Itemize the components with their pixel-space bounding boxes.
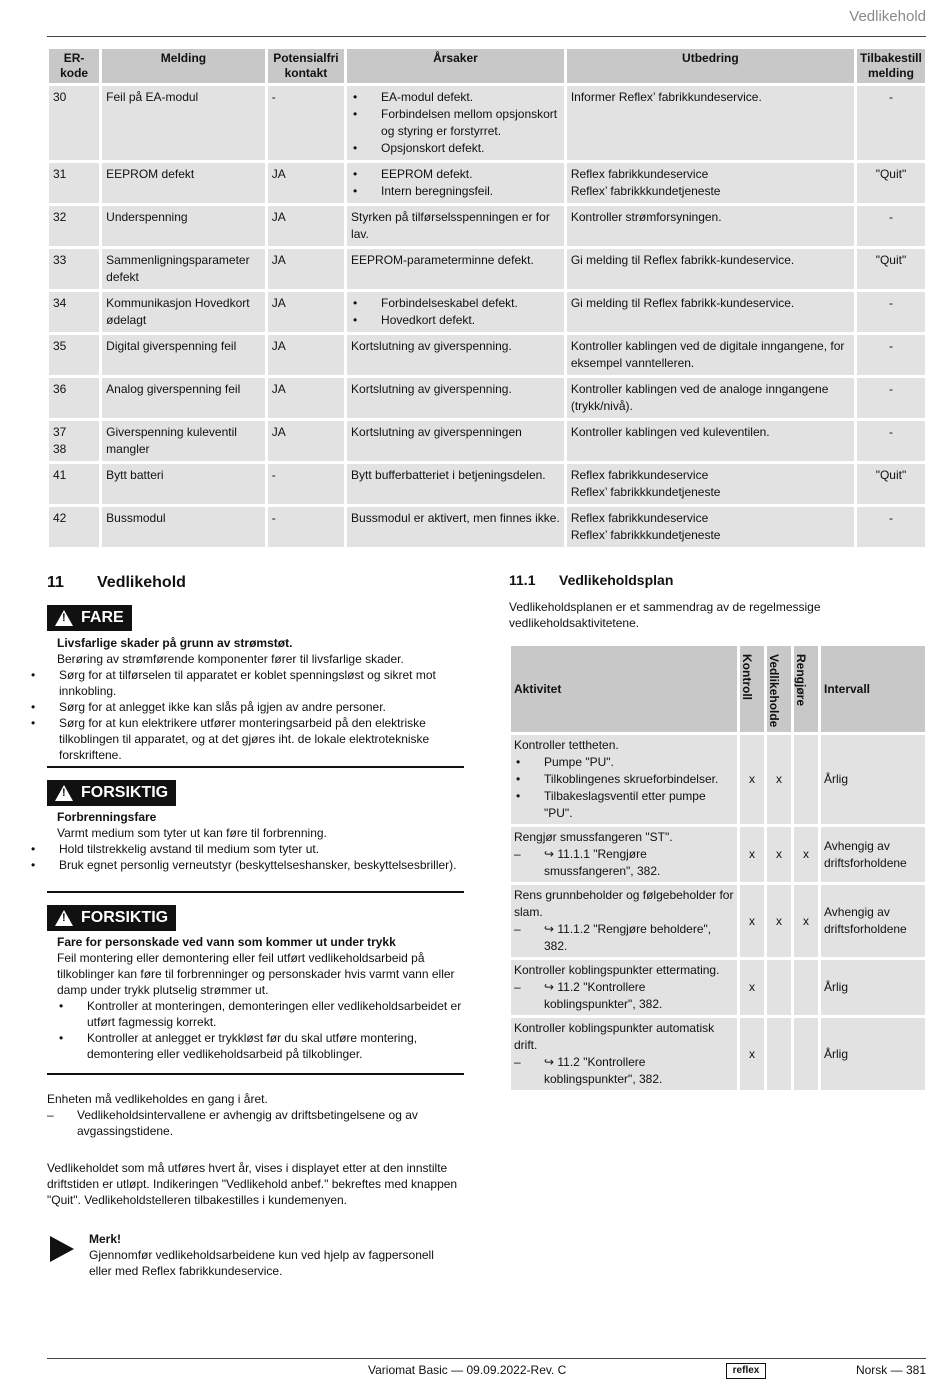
mark-cell: x: [767, 885, 791, 957]
reference-link[interactable]: [514, 921, 734, 955]
section-number: 11: [47, 574, 64, 591]
fix-cell: [567, 86, 854, 160]
col-header-clean: [794, 646, 818, 732]
contact-cell: JA: [268, 206, 344, 246]
activity-cell: [511, 1018, 737, 1090]
text-line: 34: [53, 296, 67, 310]
maintenance-plan-table: [508, 643, 928, 1093]
mark-cell: x: [740, 885, 764, 957]
table-row: [49, 421, 925, 461]
error-code-table: [46, 46, 928, 550]
reset-cell: "Quit": [857, 464, 925, 504]
warning-pressure-block: [57, 934, 462, 1062]
text-line: Kontroller kablingen ved kuleventilen.: [570, 425, 770, 439]
note-title: Merk!: [89, 1232, 122, 1246]
message-cell: Feil på EA-modul: [102, 86, 265, 160]
col-header-message: Melding: [102, 49, 265, 83]
cause-text: EEPROM-parameterminne defekt.: [351, 253, 534, 267]
table-row: [511, 960, 925, 1015]
cross-ref-icon: ↪: [544, 922, 558, 936]
mark-cell: x: [767, 827, 791, 882]
contact-cell: -: [268, 86, 344, 160]
text-line: Reflex fabrikkundeservice: [570, 468, 709, 482]
caution-badge: [47, 780, 176, 806]
warning-rule: [47, 891, 464, 893]
note-block: [89, 1231, 459, 1279]
reset-cell: -: [857, 421, 925, 461]
text-line: 36: [53, 382, 67, 396]
causes-list: [351, 166, 560, 200]
text-line: 42: [53, 511, 67, 525]
contact-cell: JA: [268, 249, 344, 289]
warning-rule: [47, 766, 464, 768]
reset-cell: -: [857, 86, 925, 160]
warning-bullet: • Bruk egnet personlig verneutstyr (beskyttelseshansker, beskyttelsesbriller).: [29, 857, 462, 873]
vertical-label: Kontroll: [740, 654, 754, 700]
fix-cell: [567, 507, 854, 547]
cause-item: • Hovedkort defekt.: [351, 312, 560, 329]
error-code-cell: [49, 86, 99, 160]
cause-item: • Forbindelseskabel defekt.: [351, 295, 560, 312]
activity-cell: [511, 735, 737, 824]
reference-link[interactable]: [514, 979, 734, 1013]
badge-label: FARE: [81, 609, 124, 626]
mark-cell: [767, 1018, 791, 1090]
cause-text: Bussmodul er aktivert, men finnes ikke.: [351, 511, 560, 525]
text-line: 41: [53, 468, 67, 482]
message-cell: Giverspenning kuleventil mangler: [102, 421, 265, 461]
table-row: [49, 378, 925, 418]
text-line: 38: [53, 442, 67, 456]
col-header-check: [740, 646, 764, 732]
activity-cell: [511, 827, 737, 882]
causes-cell: [347, 378, 564, 418]
cause-item: • Intern beregningsfeil.: [351, 183, 560, 200]
mark-cell: x: [767, 735, 791, 824]
cause-text: Bytt bufferbatteriet i betjeningsdelen.: [351, 468, 546, 482]
reference-list: [514, 921, 734, 955]
reference-link[interactable]: [514, 846, 734, 880]
table-row: [49, 206, 925, 246]
message-cell: Bussmodul: [102, 507, 265, 547]
causes-cell: [347, 163, 564, 203]
reference-text: 11.1.2 "Rengjøre beholdere", 382.: [544, 922, 712, 953]
col-header-maintain: [767, 646, 791, 732]
contact-cell: -: [268, 507, 344, 547]
contact-cell: JA: [268, 163, 344, 203]
causes-cell: [347, 292, 564, 332]
warning-icon: [55, 785, 73, 801]
message-cell: Bytt batteri: [102, 464, 265, 504]
table-row: [511, 885, 925, 957]
mark-cell: x: [794, 885, 818, 957]
col-header-fix: Utbedring: [567, 49, 854, 83]
error-code-cell: [49, 206, 99, 246]
warning-text: Varmt medium som tyter ut kan føre til forbrenning.: [57, 826, 327, 840]
cause-text: Kortslutning av giverspenningen: [351, 425, 522, 439]
text-line: 33: [53, 253, 67, 267]
cause-text: Kortslutning av giverspenning.: [351, 339, 512, 353]
reset-cell: -: [857, 292, 925, 332]
error-code-cell: [49, 292, 99, 332]
message-cell: Analog giverspenning feil: [102, 378, 265, 418]
text-line: Kontroller strømforsyningen.: [570, 210, 722, 224]
warning-text: Feil montering eller demontering eller feil utført vedlikeholdsarbeid på tilkoblinger kan føre til forbrenninger og personskader hvis varmt vann eller damp under trykk plutselig strømmer ut.: [57, 951, 455, 997]
activity-item: • Tilkoblingenes skrueforbindelser.: [514, 771, 734, 788]
message-cell: Underspenning: [102, 206, 265, 246]
message-cell: EEPROM defekt: [102, 163, 265, 203]
error-code-cell: [49, 421, 99, 461]
table-row: [49, 335, 925, 375]
table-row: [49, 249, 925, 289]
activity-item: • Tilbakeslagsventil etter pumpe "PU".: [514, 788, 734, 822]
warning-title: Forbrenningsfare: [57, 810, 157, 824]
contact-cell: JA: [268, 292, 344, 332]
cause-item: • Opsjonskort defekt.: [351, 140, 560, 157]
contact-cell: JA: [268, 335, 344, 375]
reference-list: [514, 1054, 734, 1088]
warning-icon: [55, 610, 73, 626]
reference-text: 11.1.1 "Rengjøre smussfangeren", 382.: [544, 847, 661, 878]
warning-title: Fare for personskade ved vann som kommer ut under trykk: [57, 935, 396, 949]
cause-item: • EEPROM defekt.: [351, 166, 560, 183]
section-intro: Vedlikeholdsplanen er et sammendrag av de regelmessige vedlikeholdsaktivitetene.: [509, 600, 821, 630]
col-header-activity: Aktivitet: [511, 646, 737, 732]
badge-label: FORSIKTIG: [81, 784, 169, 801]
warning-bullet: • Hold tilstrekkelig avstand til medium som tyter ut.: [29, 841, 462, 857]
fix-cell: [567, 464, 854, 504]
fix-cell: [567, 378, 854, 418]
cause-item: • Forbindelsen mellom opsjonskort og styring er forstyrret.: [351, 106, 560, 140]
table-row: [511, 1018, 925, 1090]
vertical-label: Rengjøre: [794, 654, 808, 707]
error-code-cell: [49, 335, 99, 375]
fix-cell: [567, 206, 854, 246]
mark-cell: [794, 1018, 818, 1090]
mark-cell: [794, 960, 818, 1015]
cause-text: Kortslutning av giverspenning.: [351, 382, 512, 396]
reset-cell: -: [857, 378, 925, 418]
danger-badge: [47, 605, 132, 631]
col-header-contact: Potensialfri kontakt: [268, 49, 344, 83]
mark-cell: x: [740, 960, 764, 1015]
text-line: Informer Reflex’ fabrikkundeservice.: [570, 90, 762, 104]
reflex-logo: reflex: [726, 1363, 766, 1379]
reference-list: [514, 979, 734, 1013]
activity-text: Rens grunnbeholder og følgebeholder for slam.: [514, 888, 734, 919]
reference-list: [514, 846, 734, 880]
error-code-cell: [49, 507, 99, 547]
causes-list: [351, 89, 560, 157]
col-header-interval: Intervall: [821, 646, 925, 732]
fix-cell: [567, 421, 854, 461]
warning-bullet: • Kontroller at anlegget er trykkløst før du skal utføre montering, demontering eller vedlikeholdsarbeid på tilkoblinger.: [57, 1030, 462, 1062]
section-11-heading: [47, 574, 186, 592]
warning-bullet: • Sørg for at tilførselen til apparatet er koblet spenningsløst og sikret mot innkobling.: [29, 667, 462, 699]
footer-rule: [47, 1358, 926, 1359]
section-11-1-heading: [509, 572, 673, 588]
section-number: 11.1: [509, 572, 536, 588]
cause-item: • EA-modul defekt.: [351, 89, 560, 106]
text-line: 31: [53, 167, 67, 181]
causes-cell: [347, 335, 564, 375]
table-row: [49, 292, 925, 332]
table-row: [511, 735, 925, 824]
caution-badge: [47, 905, 176, 931]
maintenance-interval-text: [47, 1091, 467, 1139]
fix-cell: [567, 292, 854, 332]
fix-cell: [567, 249, 854, 289]
text-line: Reflex’ fabrikkkundetjeneste: [570, 485, 721, 499]
footer-document: Variomat Basic — 09.09.2022-Rev. C: [368, 1363, 567, 1377]
text-line: Kontroller kablingen ved de analoge inngangene (trykk/nivå).: [570, 382, 829, 413]
table-row: [49, 163, 925, 203]
table-row: [511, 827, 925, 882]
text-line: 37: [53, 425, 67, 439]
error-code-cell: [49, 249, 99, 289]
table-row: [49, 86, 925, 160]
activity-text: Kontroller tettheten.: [514, 738, 619, 752]
footer-page: Norsk — 381: [855, 1363, 926, 1377]
message-cell: Sammenligningsparameter defekt: [102, 249, 265, 289]
reference-text: 11.2 "Kontrollere koblingspunkter", 382.: [544, 980, 663, 1011]
interval-cell: Årlig: [821, 1018, 925, 1090]
warning-bullet: • Sørg for at anlegget ikke kan slås på igjen av andre personer.: [29, 699, 462, 715]
note-text: Gjennomfør vedlikeholdsarbeidene kun ved hjelp av fagpersonell eller med Reflex fabrikkundeservice.: [89, 1248, 434, 1278]
reference-link[interactable]: [514, 1054, 734, 1088]
reset-cell: "Quit": [857, 249, 925, 289]
cross-ref-icon: ↪: [544, 1055, 558, 1069]
mark-cell: x: [740, 827, 764, 882]
contact-cell: JA: [268, 421, 344, 461]
contact-cell: JA: [268, 378, 344, 418]
warning-bullet: • Kontroller at monteringen, demonteringen eller vedlikeholdsarbeidet er utført fagmessig korrekt.: [57, 998, 462, 1030]
causes-cell: [347, 206, 564, 246]
text-line: Reflex fabrikkundeservice: [570, 167, 709, 181]
fix-cell: [567, 163, 854, 203]
reset-cell: "Quit": [857, 163, 925, 203]
text-line: Gi melding til Reflex fabrikk-kundeservice.: [570, 253, 795, 267]
activity-cell: [511, 960, 737, 1015]
text-line: 30: [53, 90, 67, 104]
message-cell: Digital giverspenning feil: [102, 335, 265, 375]
warning-icon: [55, 910, 73, 926]
warning-rule: [47, 1073, 464, 1075]
col-header-reset: Tilbakestill melding: [857, 49, 925, 83]
text-line: Kontroller kablingen ved de digitale inngangene, for eksempel vanntelleren.: [570, 339, 845, 370]
causes-cell: [347, 86, 564, 160]
section-title: Vedlikehold: [97, 574, 186, 591]
activity-item: • Pumpe "PU".: [514, 754, 734, 771]
paragraph: Enheten må vedlikeholdes en gang i året.: [47, 1092, 268, 1106]
activity-items: [514, 754, 734, 822]
mark-cell: x: [740, 1018, 764, 1090]
activity-text: Rengjør smussfangeren "ST".: [514, 830, 673, 844]
text-line: Reflex’ fabrikkkundetjeneste: [570, 528, 721, 542]
warning-title: Livsfarlige skader på grunn av strømstøt.: [57, 636, 293, 650]
error-code-cell: [49, 163, 99, 203]
col-header-causes: Årsaker: [347, 49, 564, 83]
mark-cell: x: [740, 735, 764, 824]
cross-ref-icon: ↪: [544, 980, 558, 994]
maintenance-display-text: Vedlikeholdet som må utføres hvert år, vises i displayet etter at den innstilte driftstiden er utløpt. Indikeringen "Vedlikehold anbef." bekreftes med knappen "Quit". Vedlikeholdstelleren tilbakestilles i kundemenyen.: [47, 1161, 458, 1207]
text-line: 35: [53, 339, 67, 353]
error-code-cell: [49, 464, 99, 504]
mark-cell: [794, 735, 818, 824]
warning-caution-block: [57, 809, 462, 873]
error-code-cell: [49, 378, 99, 418]
interval-cell: Årlig: [821, 960, 925, 1015]
activity-cell: [511, 885, 737, 957]
vertical-label: Vedlikeholde: [767, 654, 781, 728]
dash-item: – Vedlikeholdsintervallene er avhengig av driftsbetingelsene og av avgassingstidene.: [47, 1107, 467, 1139]
badge-label: FORSIKTIG: [81, 909, 169, 926]
warning-text: Berøring av strømførende komponenter fører til livsfarlige skader.: [57, 652, 404, 666]
causes-cell: [347, 464, 564, 504]
interval-cell: Avhengig av driftsforholdene: [821, 885, 925, 957]
text-line: Gi melding til Reflex fabrikk-kundeservice.: [570, 296, 795, 310]
fix-cell: [567, 335, 854, 375]
table-row: [49, 464, 925, 504]
causes-cell: [347, 421, 564, 461]
warning-danger-block: [57, 635, 462, 763]
cross-ref-icon: ↪: [544, 847, 558, 861]
section-title: Vedlikeholdsplan: [559, 572, 674, 588]
text-line: Reflex fabrikkundeservice: [570, 511, 709, 525]
activity-text: Kontroller koblingspunkter ettermating.: [514, 963, 720, 977]
interval-cell: Avhengig av driftsforholdene: [821, 827, 925, 882]
reset-cell: -: [857, 206, 925, 246]
running-header: Vedlikehold: [849, 8, 926, 25]
contact-cell: -: [268, 464, 344, 504]
causes-list: [351, 295, 560, 329]
warning-bullet: • Sørg for at kun elektrikere utfører monteringsarbeid på den elektriske tilkoblingen til apparatet, og at det gjøres iht. de lokale elektrotekniske forskriftene.: [29, 715, 462, 763]
note-arrow-icon: [50, 1236, 74, 1262]
mark-cell: [767, 960, 791, 1015]
col-header-code: ER-kode: [49, 49, 99, 83]
activity-text: Kontroller koblingspunkter automatisk drift.: [514, 1021, 715, 1052]
cause-text: Styrken på tilførselsspenningen er for lav.: [351, 210, 550, 241]
text-line: Reflex’ fabrikkkundetjeneste: [570, 184, 721, 198]
causes-cell: [347, 249, 564, 289]
table-row: [49, 507, 925, 547]
header-rule: [47, 36, 926, 37]
interval-cell: Årlig: [821, 735, 925, 824]
causes-cell: [347, 507, 564, 547]
message-cell: Kommunikasjon Hovedkort ødelagt: [102, 292, 265, 332]
reset-cell: -: [857, 335, 925, 375]
text-line: 32: [53, 210, 67, 224]
mark-cell: x: [794, 827, 818, 882]
reset-cell: -: [857, 507, 925, 547]
reference-text: 11.2 "Kontrollere koblingspunkter", 382.: [544, 1055, 663, 1086]
